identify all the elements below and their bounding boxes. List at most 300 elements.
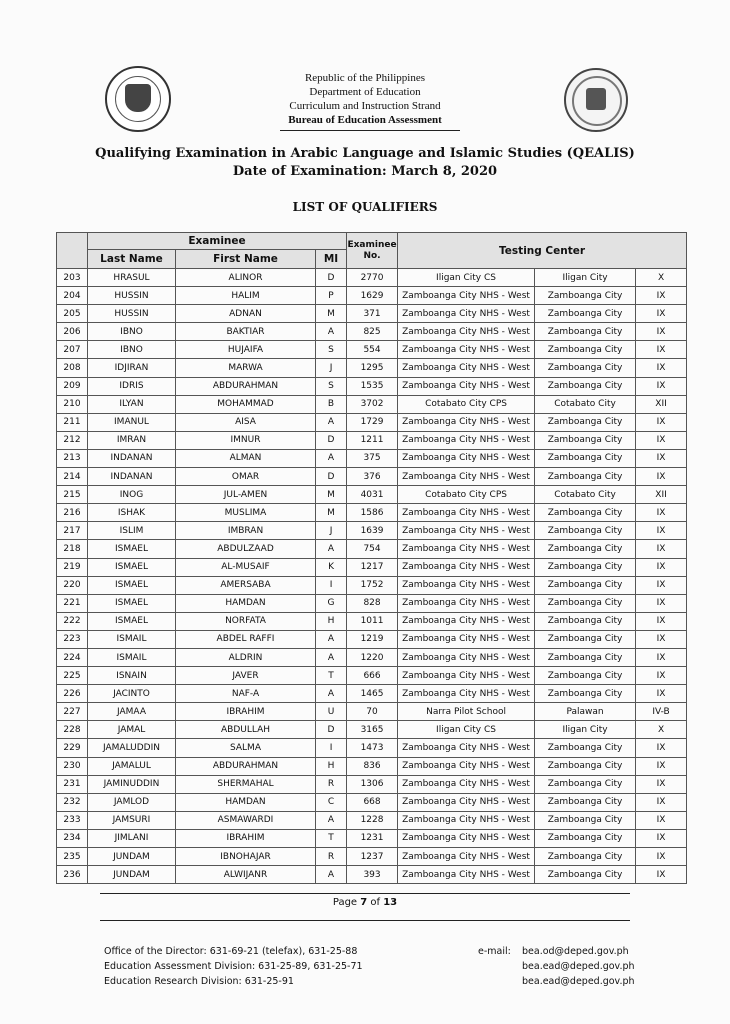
city-cell: Zamboanga City xyxy=(535,468,636,486)
table-row xyxy=(57,757,687,775)
region-cell: IX xyxy=(636,359,687,377)
row-number-cell: 236 xyxy=(57,866,88,884)
first-name-cell: MUSLIMA xyxy=(176,504,316,522)
row-number-cell: 216 xyxy=(57,504,88,522)
testing-center-cell: Zamboanga City NHS - West xyxy=(398,594,535,612)
first-name-cell: HALIM xyxy=(176,287,316,305)
row-number-cell: 217 xyxy=(57,522,88,540)
first-name-cell: JUL-AMEN xyxy=(176,486,316,504)
last-name-cell: ISMAEL xyxy=(88,576,176,594)
last-name-cell: HUSSIN xyxy=(88,287,176,305)
examinee-no-cell: 1752 xyxy=(347,576,398,594)
examinee-no-cell: 1629 xyxy=(347,287,398,305)
testing-center-header: Testing Center xyxy=(398,233,687,269)
testing-center-cell: Zamboanga City NHS - West xyxy=(398,305,535,323)
examinee-no-cell: 70 xyxy=(347,703,398,721)
first-name-cell: NAF-A xyxy=(176,685,316,703)
middle-initial-cell: S xyxy=(316,341,347,359)
email-od[interactable]: bea.od@deped.gov.ph xyxy=(522,946,629,957)
region-cell: IX xyxy=(636,630,687,648)
region-cell: IX xyxy=(636,341,687,359)
table-row xyxy=(57,866,687,884)
city-cell: Zamboanga City xyxy=(535,431,636,449)
city-cell: Zamboanga City xyxy=(535,504,636,522)
city-cell: Cotabato City xyxy=(535,486,636,504)
last-name-cell: HUSSIN xyxy=(88,305,176,323)
table-row xyxy=(57,305,687,323)
table-row xyxy=(57,667,687,685)
first-name-cell: HAMDAN xyxy=(176,793,316,811)
table-row xyxy=(57,449,687,467)
city-cell: Zamboanga City xyxy=(535,811,636,829)
testing-center-cell: Zamboanga City NHS - West xyxy=(398,612,535,630)
region-cell: X xyxy=(636,269,687,287)
first-name-cell: JAVER xyxy=(176,667,316,685)
last-name-cell: ISNAIN xyxy=(88,667,176,685)
city-cell: Zamboanga City xyxy=(535,449,636,467)
examinee-no-cell: 371 xyxy=(347,305,398,323)
deped-seal-logo xyxy=(105,66,171,132)
row-number-cell: 204 xyxy=(57,287,88,305)
city-cell: Cotabato City xyxy=(535,395,636,413)
header-divider xyxy=(280,130,460,131)
middle-initial-cell: A xyxy=(316,449,347,467)
region-cell: IX xyxy=(636,866,687,884)
table-row xyxy=(57,721,687,739)
testing-center-cell: Zamboanga City NHS - West xyxy=(398,685,535,703)
testing-center-cell: Cotabato City CPS xyxy=(398,395,535,413)
region-cell: IX xyxy=(636,377,687,395)
region-cell: IX xyxy=(636,576,687,594)
middle-initial-cell: A xyxy=(316,413,347,431)
testing-center-cell: Zamboanga City NHS - West xyxy=(398,866,535,884)
row-number-cell: 213 xyxy=(57,449,88,467)
table-row xyxy=(57,558,687,576)
middle-initial-cell: B xyxy=(316,395,347,413)
row-number-cell: 233 xyxy=(57,811,88,829)
first-name-header: First Name xyxy=(176,250,316,269)
last-name-cell: ISMAEL xyxy=(88,612,176,630)
testing-center-cell: Iligan City CS xyxy=(398,269,535,287)
region-cell: XII xyxy=(636,486,687,504)
testing-center-cell: Zamboanga City NHS - West xyxy=(398,576,535,594)
region-cell: IX xyxy=(636,612,687,630)
row-number-cell: 223 xyxy=(57,630,88,648)
region-cell: IX xyxy=(636,323,687,341)
table-row xyxy=(57,486,687,504)
examinee-no-cell: 1011 xyxy=(347,612,398,630)
row-number-cell: 225 xyxy=(57,667,88,685)
city-cell: Zamboanga City xyxy=(535,612,636,630)
header-bureau: Bureau of Education Assessment xyxy=(288,114,442,126)
row-number-cell: 203 xyxy=(57,269,88,287)
city-cell: Zamboanga City xyxy=(535,377,636,395)
first-name-cell: NORFATA xyxy=(176,612,316,630)
city-cell: Zamboanga City xyxy=(535,341,636,359)
first-name-cell: IBNOHAJAR xyxy=(176,848,316,866)
table-row xyxy=(57,703,687,721)
region-cell: IX xyxy=(636,848,687,866)
testing-center-cell: Zamboanga City NHS - West xyxy=(398,287,535,305)
region-cell: IX xyxy=(636,793,687,811)
mi-header: MI xyxy=(316,250,347,269)
table-row xyxy=(57,359,687,377)
examinee-no-cell: 1586 xyxy=(347,504,398,522)
row-number-cell: 228 xyxy=(57,721,88,739)
middle-initial-cell: I xyxy=(316,576,347,594)
first-name-cell: AL-MUSAIF xyxy=(176,558,316,576)
middle-initial-cell: A xyxy=(316,866,347,884)
city-cell: Zamboanga City xyxy=(535,305,636,323)
table-row xyxy=(57,648,687,666)
city-cell: Zamboanga City xyxy=(535,323,636,341)
row-number-cell: 224 xyxy=(57,648,88,666)
examinee-no-cell: 1639 xyxy=(347,522,398,540)
footer-director: Office of the Director: 631-69-21 (telefax), 631-25-88 xyxy=(104,946,358,957)
row-number-cell: 226 xyxy=(57,685,88,703)
testing-center-cell: Zamboanga City NHS - West xyxy=(398,667,535,685)
middle-initial-cell: M xyxy=(316,504,347,522)
region-cell: IX xyxy=(636,468,687,486)
footer-contacts xyxy=(104,944,363,989)
middle-initial-cell: D xyxy=(316,269,347,287)
row-number-cell: 215 xyxy=(57,486,88,504)
page-indicator: Page 7 of 13 xyxy=(332,897,398,908)
first-name-cell: ALINOR xyxy=(176,269,316,287)
middle-initial-cell: R xyxy=(316,775,347,793)
region-cell: IX xyxy=(636,685,687,703)
row-number-cell: 205 xyxy=(57,305,88,323)
header-republic: Republic of the Philippines xyxy=(304,72,426,84)
middle-initial-cell: D xyxy=(316,431,347,449)
first-name-cell: IMBRAN xyxy=(176,522,316,540)
table-row xyxy=(57,811,687,829)
city-cell: Zamboanga City xyxy=(535,540,636,558)
region-cell: IX xyxy=(636,829,687,847)
testing-center-cell: Zamboanga City NHS - West xyxy=(398,829,535,847)
region-cell: IX xyxy=(636,449,687,467)
city-cell: Iligan City xyxy=(535,721,636,739)
last-name-header: Last Name xyxy=(88,250,176,269)
table-row xyxy=(57,323,687,341)
last-name-cell: JAMLOD xyxy=(88,793,176,811)
examinee-no-cell: 828 xyxy=(347,594,398,612)
region-cell: IX xyxy=(636,594,687,612)
last-name-cell: JUNDAM xyxy=(88,848,176,866)
last-name-cell: ISMAIL xyxy=(88,648,176,666)
table-row xyxy=(57,829,687,847)
region-cell: IX xyxy=(636,522,687,540)
testing-center-cell: Zamboanga City NHS - West xyxy=(398,522,535,540)
table-row xyxy=(57,522,687,540)
examinee-no-cell: 1211 xyxy=(347,431,398,449)
row-number-cell: 231 xyxy=(57,775,88,793)
examinee-no-cell: 1295 xyxy=(347,359,398,377)
middle-initial-cell: J xyxy=(316,522,347,540)
last-name-cell: IDJIRAN xyxy=(88,359,176,377)
row-number-cell: 232 xyxy=(57,793,88,811)
middle-initial-cell: U xyxy=(316,703,347,721)
region-cell: IX xyxy=(636,757,687,775)
header-department: Department of Education xyxy=(309,86,421,98)
first-name-cell: IBRAHIM xyxy=(176,703,316,721)
region-cell: XII xyxy=(636,395,687,413)
table-row xyxy=(57,504,687,522)
exam-date: Date of Examination: March 8, 2020 xyxy=(232,164,498,179)
examinee-no-cell: 1219 xyxy=(347,630,398,648)
document-title: Qualifying Examination in Arabic Language and Islamic Studies (QEALIS) xyxy=(95,146,635,161)
middle-initial-cell: A xyxy=(316,685,347,703)
city-cell: Zamboanga City xyxy=(535,739,636,757)
first-name-cell: IBRAHIM xyxy=(176,829,316,847)
first-name-cell: ALMAN xyxy=(176,449,316,467)
table-row xyxy=(57,685,687,703)
table-row xyxy=(57,377,687,395)
city-cell: Zamboanga City xyxy=(535,594,636,612)
testing-center-cell: Zamboanga City NHS - West xyxy=(398,558,535,576)
testing-center-cell: Zamboanga City NHS - West xyxy=(398,413,535,431)
examinee-no-cell: 754 xyxy=(347,540,398,558)
middle-initial-cell: A xyxy=(316,811,347,829)
middle-initial-cell: T xyxy=(316,829,347,847)
city-cell: Zamboanga City xyxy=(535,685,636,703)
last-name-cell: ISMAEL xyxy=(88,558,176,576)
last-name-cell: ISHAK xyxy=(88,504,176,522)
last-name-cell: IBNO xyxy=(88,323,176,341)
qualifiers-table xyxy=(56,232,687,884)
last-name-cell: IMANUL xyxy=(88,413,176,431)
examinee-no-cell: 1228 xyxy=(347,811,398,829)
testing-center-cell: Iligan City CS xyxy=(398,721,535,739)
testing-center-cell: Zamboanga City NHS - West xyxy=(398,848,535,866)
footer-email-label: e-mail: xyxy=(478,946,511,957)
testing-center-cell: Zamboanga City NHS - West xyxy=(398,377,535,395)
city-cell: Zamboanga City xyxy=(535,522,636,540)
row-number-cell: 230 xyxy=(57,757,88,775)
region-cell: IX xyxy=(636,648,687,666)
region-cell: IX xyxy=(636,413,687,431)
region-cell: IX xyxy=(636,739,687,757)
last-name-cell: INOG xyxy=(88,486,176,504)
last-name-cell: INDANAN xyxy=(88,449,176,467)
region-cell: IX xyxy=(636,504,687,522)
first-name-cell: OMAR xyxy=(176,468,316,486)
last-name-cell: IBNO xyxy=(88,341,176,359)
row-number-cell: 214 xyxy=(57,468,88,486)
page-current: 7 xyxy=(360,897,368,908)
first-name-cell: ABDURAHMAN xyxy=(176,757,316,775)
first-name-cell: MOHAMMAD xyxy=(176,395,316,413)
table-row xyxy=(57,793,687,811)
testing-center-cell: Zamboanga City NHS - West xyxy=(398,648,535,666)
middle-initial-cell: K xyxy=(316,558,347,576)
examinee-no-cell: 554 xyxy=(347,341,398,359)
footer-divider xyxy=(100,920,630,921)
last-name-cell: JAMINUDDIN xyxy=(88,775,176,793)
last-name-cell: JAMAL xyxy=(88,721,176,739)
email-ead-2[interactable]: bea.ead@deped.gov.ph xyxy=(522,976,635,987)
first-name-cell: SHERMAHAL xyxy=(176,775,316,793)
testing-center-cell: Zamboanga City NHS - West xyxy=(398,504,535,522)
table-row xyxy=(57,269,687,287)
first-name-cell: ALWIJANR xyxy=(176,866,316,884)
list-title: LIST OF QUALIFIERS xyxy=(292,200,438,214)
table-row xyxy=(57,287,687,305)
testing-center-cell: Zamboanga City NHS - West xyxy=(398,431,535,449)
row-number-cell: 211 xyxy=(57,413,88,431)
last-name-cell: JACINTO xyxy=(88,685,176,703)
city-cell: Zamboanga City xyxy=(535,793,636,811)
city-cell: Zamboanga City xyxy=(535,866,636,884)
testing-center-cell: Zamboanga City NHS - West xyxy=(398,449,535,467)
examinee-no-cell: 668 xyxy=(347,793,398,811)
region-cell: IX xyxy=(636,811,687,829)
first-name-cell: AMERSABA xyxy=(176,576,316,594)
testing-center-cell: Zamboanga City NHS - West xyxy=(398,811,535,829)
table-row xyxy=(57,431,687,449)
first-name-cell: BAKTIAR xyxy=(176,323,316,341)
row-number-cell: 234 xyxy=(57,829,88,847)
city-cell: Zamboanga City xyxy=(535,667,636,685)
table-row xyxy=(57,341,687,359)
middle-initial-cell: P xyxy=(316,287,347,305)
table-row xyxy=(57,395,687,413)
first-name-cell: IMNUR xyxy=(176,431,316,449)
last-name-cell: IDRIS xyxy=(88,377,176,395)
footer-email-list xyxy=(522,944,635,989)
first-name-cell: HUJAIFA xyxy=(176,341,316,359)
examinee-no-cell: 376 xyxy=(347,468,398,486)
middle-initial-cell: I xyxy=(316,739,347,757)
page-total: 13 xyxy=(383,897,398,908)
examinee-no-cell: 1535 xyxy=(347,377,398,395)
first-name-cell: ADNAN xyxy=(176,305,316,323)
middle-initial-cell: M xyxy=(316,305,347,323)
region-cell: IX xyxy=(636,667,687,685)
middle-initial-cell: J xyxy=(316,359,347,377)
testing-center-cell: Zamboanga City NHS - West xyxy=(398,540,535,558)
examinee-no-cell: 3702 xyxy=(347,395,398,413)
table-row xyxy=(57,540,687,558)
last-name-cell: IMRAN xyxy=(88,431,176,449)
region-cell: IX xyxy=(636,287,687,305)
middle-initial-cell: A xyxy=(316,648,347,666)
table-row xyxy=(57,594,687,612)
testing-center-cell: Zamboanga City NHS - West xyxy=(398,323,535,341)
examinee-no-cell: 1465 xyxy=(347,685,398,703)
examinee-no-cell: 666 xyxy=(347,667,398,685)
last-name-cell: JAMALUDDIN xyxy=(88,739,176,757)
city-cell: Zamboanga City xyxy=(535,775,636,793)
examinee-no-cell: 375 xyxy=(347,449,398,467)
last-name-cell: JAMALUL xyxy=(88,757,176,775)
examinee-no-cell: 836 xyxy=(347,757,398,775)
bea-seal-logo xyxy=(564,68,628,132)
testing-center-cell: Zamboanga City NHS - West xyxy=(398,341,535,359)
first-name-cell: ABDURAHMAN xyxy=(176,377,316,395)
last-name-cell: JIMLANI xyxy=(88,829,176,847)
middle-initial-cell: G xyxy=(316,594,347,612)
city-cell: Zamboanga City xyxy=(535,413,636,431)
table-row xyxy=(57,739,687,757)
page-divider-top xyxy=(100,893,630,894)
table-row xyxy=(57,576,687,594)
first-name-cell: AISA xyxy=(176,413,316,431)
first-name-cell: ASMAWARDI xyxy=(176,811,316,829)
city-cell: Zamboanga City xyxy=(535,558,636,576)
city-cell: Zamboanga City xyxy=(535,848,636,866)
last-name-cell: HRASUL xyxy=(88,269,176,287)
city-cell: Zamboanga City xyxy=(535,829,636,847)
examinee-no-cell: 1237 xyxy=(347,848,398,866)
middle-initial-cell: A xyxy=(316,630,347,648)
row-number-cell: 221 xyxy=(57,594,88,612)
first-name-cell: HAMDAN xyxy=(176,594,316,612)
first-name-cell: SALMA xyxy=(176,739,316,757)
testing-center-cell: Zamboanga City NHS - West xyxy=(398,793,535,811)
testing-center-cell: Zamboanga City NHS - West xyxy=(398,757,535,775)
row-number-cell: 209 xyxy=(57,377,88,395)
table-row xyxy=(57,630,687,648)
last-name-cell: ILYAN xyxy=(88,395,176,413)
city-cell: Zamboanga City xyxy=(535,287,636,305)
last-name-cell: ISLIM xyxy=(88,522,176,540)
table-row xyxy=(57,612,687,630)
city-cell: Palawan xyxy=(535,703,636,721)
examinee-no-cell: 2770 xyxy=(347,269,398,287)
last-name-cell: JAMAA xyxy=(88,703,176,721)
testing-center-cell: Zamboanga City NHS - West xyxy=(398,630,535,648)
examinee-no-cell: 1306 xyxy=(347,775,398,793)
row-number-cell: 229 xyxy=(57,739,88,757)
middle-initial-cell: D xyxy=(316,468,347,486)
testing-center-cell: Zamboanga City NHS - West xyxy=(398,775,535,793)
row-number-cell: 208 xyxy=(57,359,88,377)
email-ead[interactable]: bea.ead@deped.gov.ph xyxy=(522,961,635,972)
region-cell: X xyxy=(636,721,687,739)
last-name-cell: JAMSURI xyxy=(88,811,176,829)
city-cell: Zamboanga City xyxy=(535,757,636,775)
middle-initial-cell: D xyxy=(316,721,347,739)
last-name-cell: ISMAEL xyxy=(88,540,176,558)
examinee-group-header: Examinee xyxy=(88,233,347,250)
middle-initial-cell: A xyxy=(316,323,347,341)
middle-initial-cell: M xyxy=(316,486,347,504)
middle-initial-cell: A xyxy=(316,540,347,558)
row-number-cell: 210 xyxy=(57,395,88,413)
middle-initial-cell: H xyxy=(316,757,347,775)
last-name-cell: INDANAN xyxy=(88,468,176,486)
examinee-no-cell: 1217 xyxy=(347,558,398,576)
testing-center-cell: Zamboanga City NHS - West xyxy=(398,359,535,377)
row-number-cell: 222 xyxy=(57,612,88,630)
testing-center-cell: Zamboanga City NHS - West xyxy=(398,739,535,757)
last-name-cell: ISMAIL xyxy=(88,630,176,648)
last-name-cell: ISMAEL xyxy=(88,594,176,612)
examinee-no-cell: 393 xyxy=(347,866,398,884)
examinee-no-cell: 1473 xyxy=(347,739,398,757)
region-cell: IX xyxy=(636,431,687,449)
city-cell: Zamboanga City xyxy=(535,576,636,594)
footer-division-research: Education Research Division: 631-25-91 xyxy=(104,976,294,987)
row-number-cell: 220 xyxy=(57,576,88,594)
testing-center-cell: Cotabato City CPS xyxy=(398,486,535,504)
middle-initial-cell: H xyxy=(316,612,347,630)
examinee-no-cell: 3165 xyxy=(347,721,398,739)
middle-initial-cell: T xyxy=(316,667,347,685)
row-number-cell: 219 xyxy=(57,558,88,576)
examinee-no-cell: 1729 xyxy=(347,413,398,431)
